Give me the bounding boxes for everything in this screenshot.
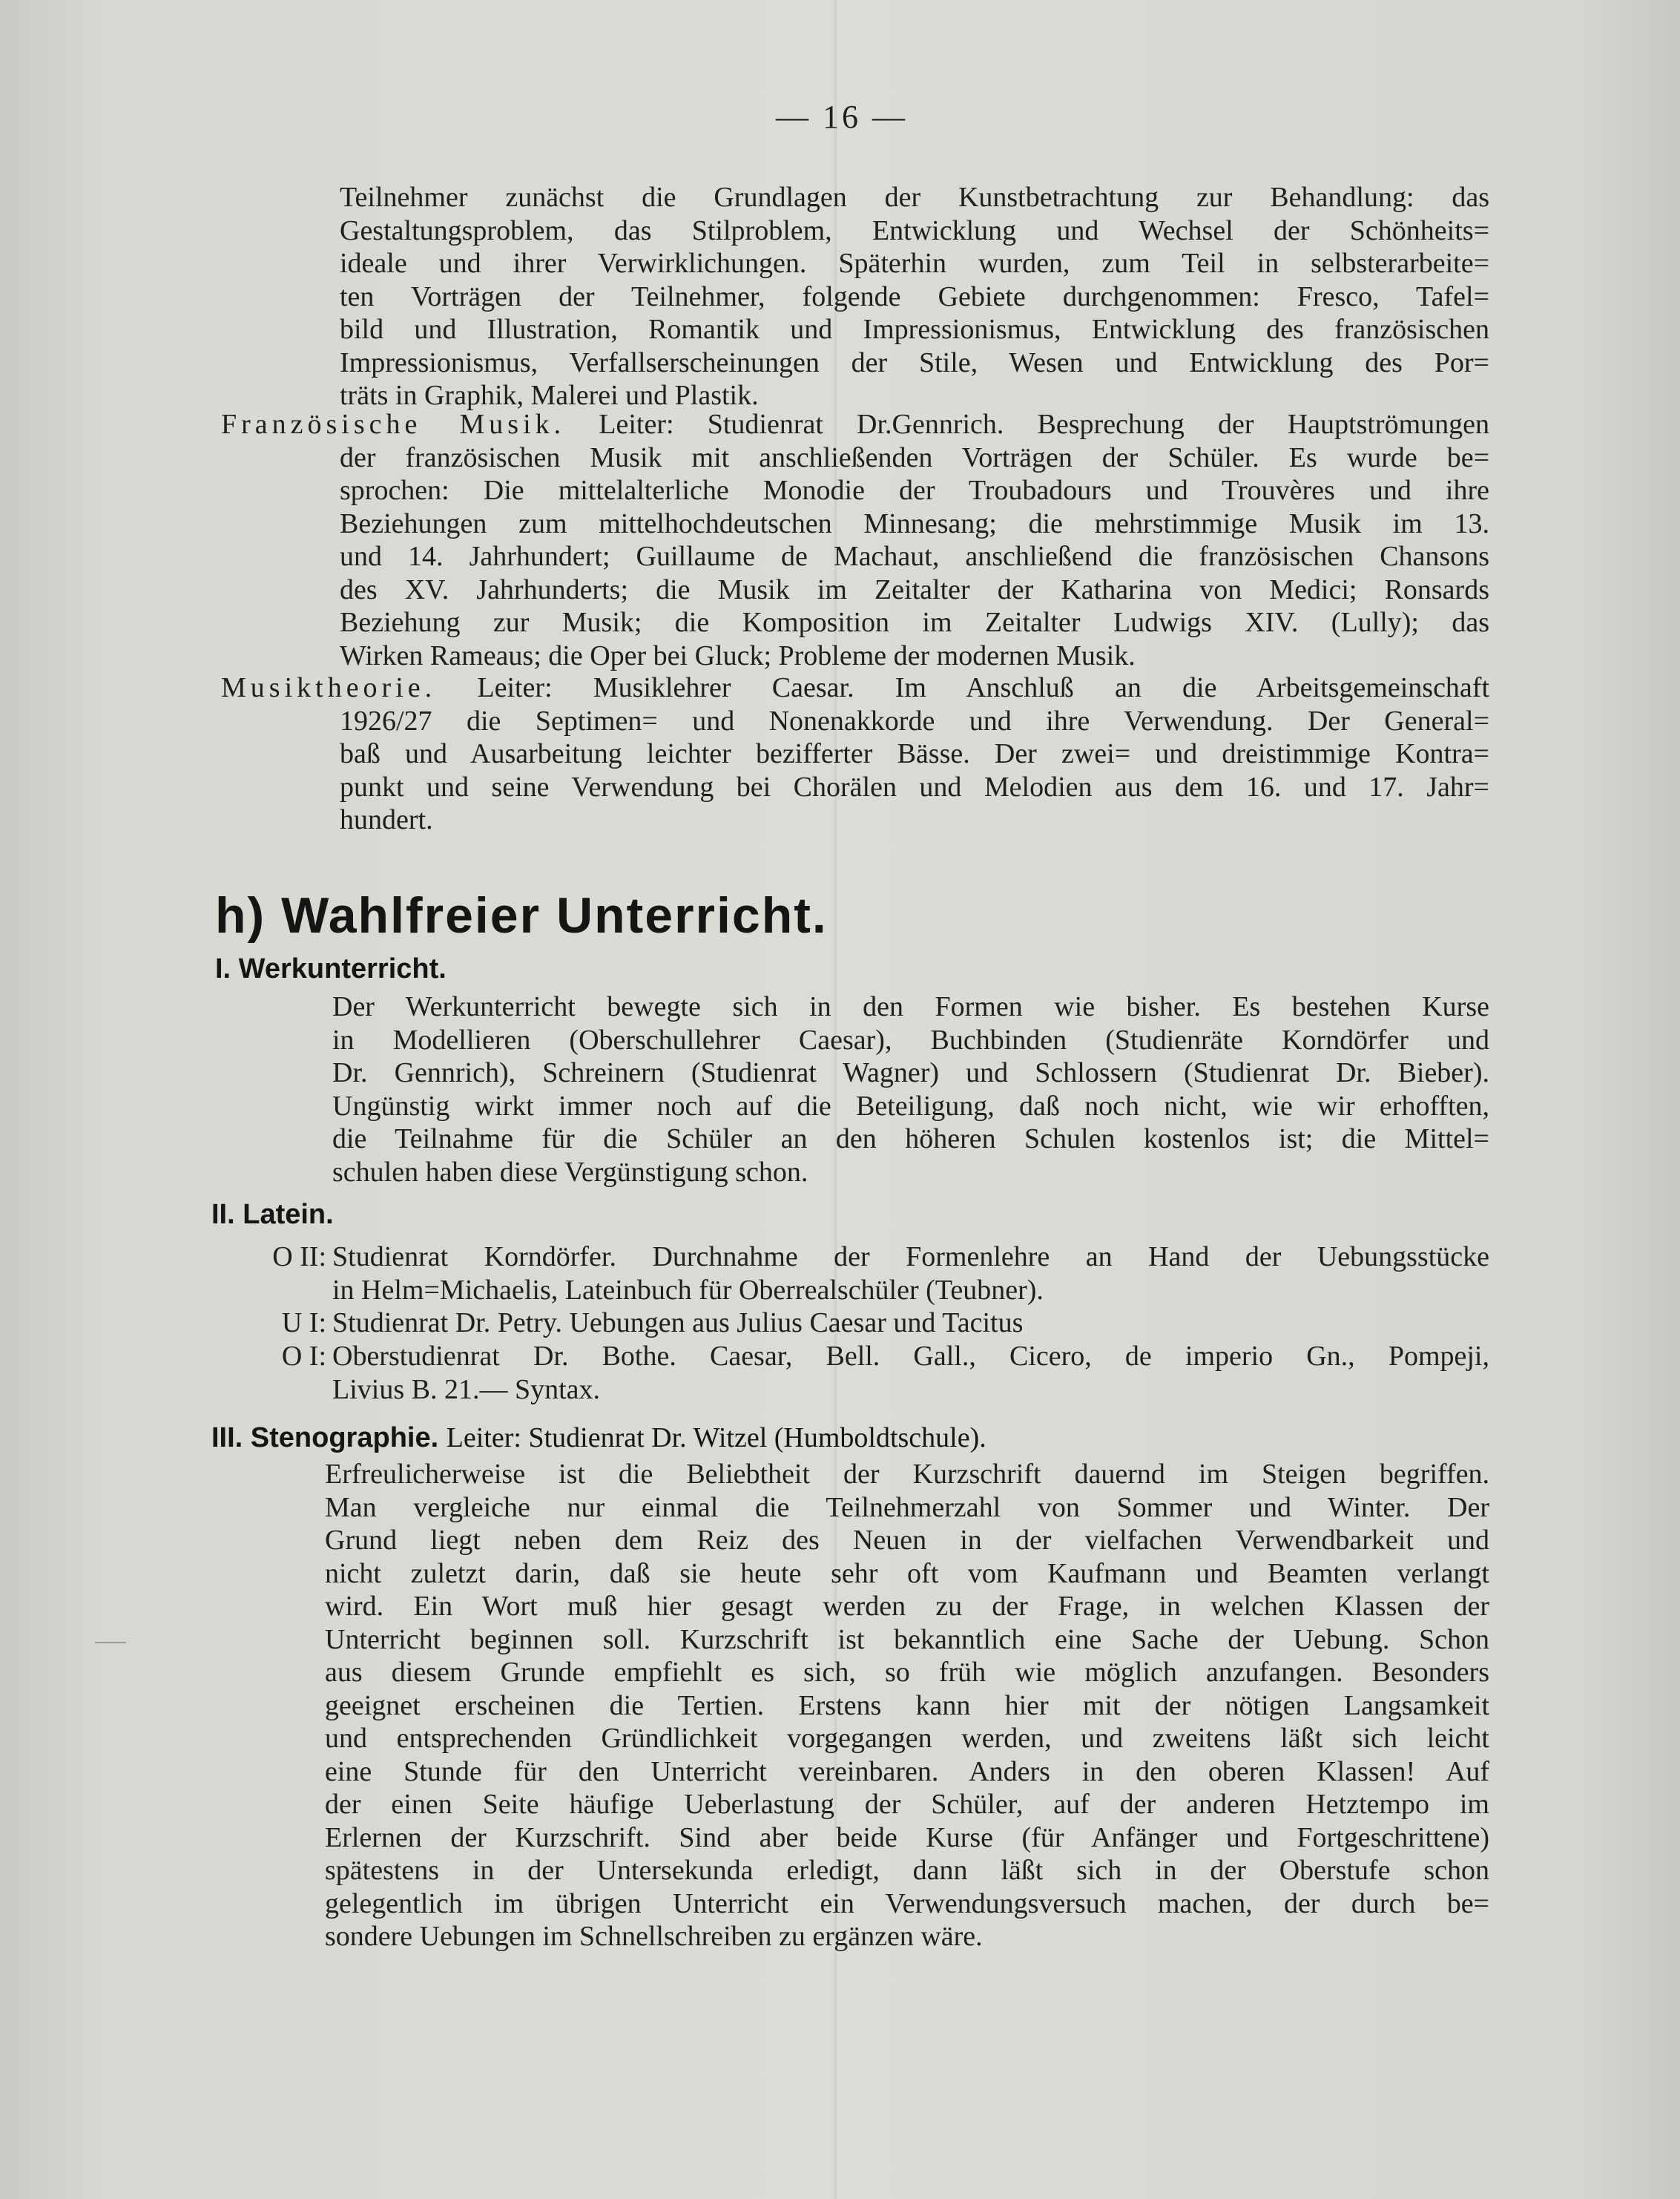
text-line: bild und Illustration, Romantik und Impressionismus, Entwicklung des französischen	[340, 314, 1489, 345]
text-line: und 14. Jahrhundert; Guillaume de Machaut, anschließend die französischen Chansons	[340, 541, 1489, 572]
latein-entry	[332, 1240, 1489, 1306]
text-line: Erfreulicherweise ist die Beliebtheit der Kurzschrift dauernd im Steigen begriffen.	[325, 1459, 1489, 1490]
text-line: nicht zuletzt darin, daß sie heute sehr oft vom Kaufmann und Beamten verlangt	[325, 1557, 1489, 1589]
text-line: aus diesem Grunde empfiehlt es sich, so früh wie möglich anzufangen. Besonders	[325, 1657, 1489, 1688]
section-label: Musiktheorie.	[221, 672, 437, 703]
text-line: schulen haben diese Vergünstigung schon.	[332, 1156, 808, 1188]
text-line: Beziehungen zum mittelhochdeutschen Minnesang; die mehrstimmige Musik im 13.	[340, 507, 1489, 539]
section-heading-h: h) Wahlfreier Unterricht.	[215, 887, 828, 944]
text-line: ideale und ihrer Verwirklichungen. Späterhin wurden, zum Teil in selbsterarbeite=	[340, 248, 1489, 279]
text-line: ten Vorträgen der Teilnehmer, folgende Gebiete durchgenommen: Fresco, Tafel=	[340, 280, 1489, 312]
text-line: Teilnehmer zunächst die Grundlagen der Kunstbetrachtung zur Behandlung: das	[340, 182, 1489, 213]
text-line: der französischen Musik mit anschließenden Vorträgen der Schüler. Es wurde be=	[340, 441, 1489, 473]
werkunterricht-body	[332, 990, 1489, 1189]
latein-heading: II. Latein.	[211, 1199, 334, 1230]
text-line: hundert.	[340, 804, 433, 835]
latein-entry	[332, 1340, 1489, 1406]
text-line: Livius B. 21.— Syntax.	[332, 1373, 601, 1405]
text-line: Studienrat Dr. Petry. Uebungen aus Julius Caesar und Tacitus	[332, 1307, 1024, 1338]
text-line: träts in Graphik, Malerei und Plastik.	[340, 380, 759, 411]
text-line: Beziehung zur Musik; die Komposition im Zeitalter Ludwigs XIV. (Lully); das	[340, 607, 1489, 638]
text-line: in Modellieren (Oberschullehrer Caesar), Buchbinden (Studienräte Korndörfer und	[332, 1024, 1489, 1056]
text-run: Leiter: Musiklehrer Caesar. Im Anschluß an die Arbeitsgemeinschaft	[477, 672, 1490, 703]
latein-entry	[332, 1306, 1489, 1340]
text-line: eine Stunde für den Unterricht vereinbaren. Anders in den oberen Klassen! Auf	[325, 1755, 1489, 1787]
text-line: und entsprechenden Gründlichkeit vorgegangen werden, und zweitens läßt sich leicht	[325, 1723, 1489, 1754]
margin-mark	[95, 1642, 126, 1643]
text-line: Grund liegt neben dem Reiz des Neuen in der vielfachen Verwendbarkeit und	[325, 1525, 1489, 1556]
franz-body	[340, 441, 1489, 673]
section-first-line	[221, 671, 1489, 705]
text-line: Man vergleiche nur einmal die Teilnehmerzahl von Sommer und Winter. Der	[325, 1491, 1489, 1523]
page-number: — 16 —	[776, 99, 908, 135]
text-line: Ungünstig wirkt immer noch auf die Beteiligung, daß noch nicht, wie wir erhofften,	[332, 1090, 1489, 1122]
text-line: baß und Ausarbeitung leichter bezifferter Bässe. Der zwei= und dreistimmige Kontra=	[340, 738, 1489, 769]
latein-class-label: O I:	[281, 1341, 326, 1372]
text-line: in Helm=Michaelis, Lateinbuch für Oberrealschüler (Teubner).	[332, 1274, 1044, 1306]
intro-paragraph	[340, 181, 1489, 412]
section-franzoesische-musik	[221, 408, 1489, 441]
text-line: wird. Ein Wort muß hier gesagt werden zu der Frage, in welchen Klassen der	[325, 1591, 1489, 1622]
text-run: Leiter: Studienrat Dr.Gennrich. Besprechung der Hauptströmungen	[599, 409, 1489, 440]
stenographie-leiter: Leiter: Studienrat Dr. Witzel (Humboldtschule).	[446, 1422, 986, 1453]
latein-class-label: U I:	[281, 1307, 326, 1338]
text-line: Oberstudienrat Dr. Bothe. Caesar, Bell. Gall., Cicero, de imperio Gn., Pompeji,	[332, 1341, 1489, 1372]
section-first-line	[221, 408, 1489, 441]
text-line: Gestaltungsproblem, das Stilproblem, Entwicklung und Wechsel der Schönheits=	[340, 214, 1489, 246]
stenographie-heading	[211, 1421, 986, 1454]
section-label: Französische Musik.	[221, 409, 566, 440]
section-musiktheorie	[221, 671, 1489, 705]
text-line: sprochen: Die mittelalterliche Monodie der Troubadours und Trouvères und ihre	[340, 475, 1489, 506]
text-line: punkt und seine Verwendung bei Chorälen und Melodien aus dem 16. und 17. Jahr=	[340, 771, 1489, 803]
text-line: Studienrat Korndörfer. Durchnahme der Formenlehre an Hand der Uebungsstücke	[332, 1241, 1489, 1272]
text-line: die Teilnahme für die Schüler an den höheren Schulen kostenlos ist; die Mittel=	[332, 1123, 1489, 1154]
text-line: sondere Uebungen im Schnellschreiben zu ergänzen wäre.	[325, 1921, 983, 1952]
text-line: Dr. Gennrich), Schreinern (Studienrat Wagner) und Schlossern (Studienrat Dr. Bieber).	[332, 1057, 1489, 1088]
stenographie-title: III. Stenographie.	[211, 1422, 439, 1453]
text-line: geeignet erscheinen die Tertien. Erstens kann hier mit der nötigen Langsamkeit	[325, 1689, 1489, 1721]
text-line: Unterricht beginnen soll. Kurzschrift ist bekanntlich eine Sache der Uebung. Schon	[325, 1623, 1489, 1655]
text-line: Erlernen der Kurzschrift. Sind aber beide Kurse (für Anfänger und Fortgeschrittene)	[325, 1821, 1489, 1853]
stenographie-body	[325, 1458, 1489, 1953]
text-line: des XV. Jahrhunderts; die Musik im Zeitalter der Katharina von Medici; Ronsards	[340, 573, 1489, 605]
text-line: der einen Seite häufige Ueberlastung der Schüler, auf der anderen Hetztempo im	[325, 1789, 1489, 1820]
latein-class-label: O II:	[272, 1241, 326, 1272]
text-line: 1926/27 die Septimen= und Nonenakkorde und ihre Verwendung. Der General=	[340, 705, 1489, 737]
text-line: gelegentlich im übrigen Unterricht ein Verwendungsversuch machen, der durch be=	[325, 1887, 1489, 1919]
text-line: Wirken Rameaus; die Oper bei Gluck; Probleme der modernen Musik.	[340, 640, 1136, 671]
text-line: Der Werkunterricht bewegte sich in den Formen wie bisher. Es bestehen Kurse	[332, 991, 1489, 1022]
text-line: Impressionismus, Verfallserscheinungen der Stile, Wesen und Entwicklung des Por=	[340, 346, 1489, 378]
theorie-body	[340, 705, 1489, 837]
werkunterricht-heading: I. Werkunterricht.	[215, 953, 447, 985]
text-line: spätestens in der Untersekunda erledigt, dann läßt sich in der Oberstufe schon	[325, 1855, 1489, 1886]
